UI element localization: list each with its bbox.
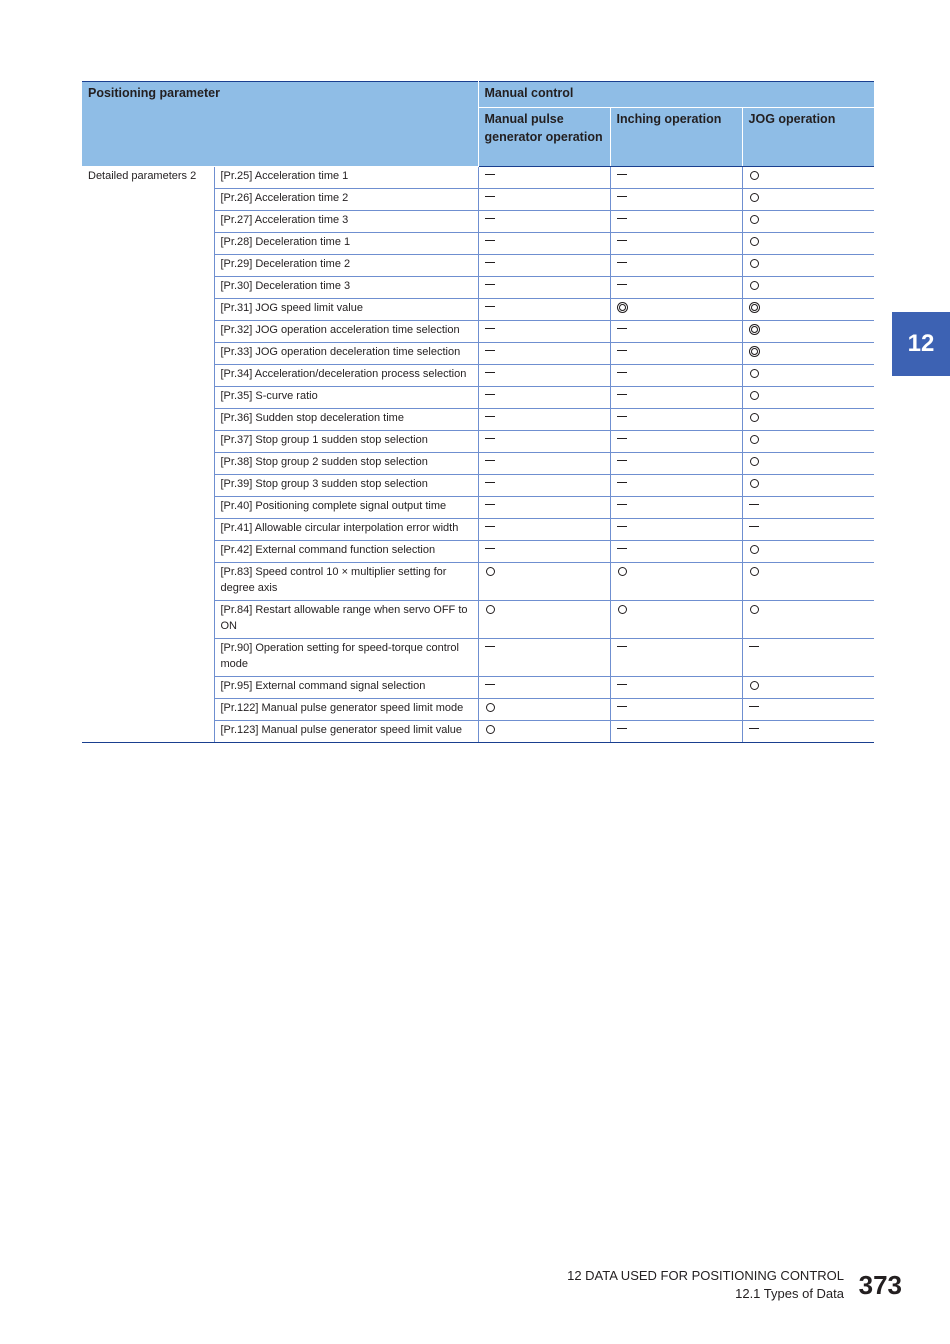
dash-mark [485, 388, 496, 404]
mark-cell [742, 519, 874, 541]
mark-cell [742, 601, 874, 639]
header-manual-control: Manual control [478, 82, 874, 108]
mark-cell [610, 321, 742, 343]
parameter-name: [Pr.37] Stop group 1 sudden stop selection [214, 431, 478, 453]
circle-mark [749, 410, 761, 426]
parameter-name: [Pr.36] Sudden stop deceleration time [214, 409, 478, 431]
dash-mark [617, 542, 628, 558]
dash-mark [617, 700, 628, 716]
parameter-name: [Pr.83] Speed control 10 × multiplier setting for degree axis [214, 563, 478, 601]
dash-mark [617, 256, 628, 272]
circle-mark [617, 564, 629, 580]
dash-mark [617, 432, 628, 448]
parameter-name: [Pr.38] Stop group 2 sudden stop selection [214, 453, 478, 475]
parameter-name: [Pr.28] Deceleration time 1 [214, 233, 478, 255]
dash-mark [617, 678, 628, 694]
mark-cell [610, 211, 742, 233]
mark-cell [610, 721, 742, 743]
circle-mark [485, 602, 497, 618]
parameter-name: [Pr.42] External command function selection [214, 541, 478, 563]
parameter-name: [Pr.30] Deceleration time 3 [214, 277, 478, 299]
dash-mark [485, 190, 496, 206]
parameter-name: [Pr.25] Acceleration time 1 [214, 167, 478, 189]
mark-cell [742, 409, 874, 431]
circle-mark [749, 678, 761, 694]
mark-cell [610, 277, 742, 299]
mark-cell [610, 677, 742, 699]
mark-cell [610, 453, 742, 475]
dash-mark [617, 190, 628, 206]
mark-cell [478, 387, 610, 409]
circle-mark [485, 564, 497, 580]
dash-mark [617, 168, 628, 184]
dash-mark [485, 300, 496, 316]
circle-mark [749, 366, 761, 382]
mark-cell [610, 541, 742, 563]
mark-cell [610, 365, 742, 387]
dash-mark [485, 278, 496, 294]
mark-cell [742, 387, 874, 409]
mark-cell [610, 299, 742, 321]
mark-cell [478, 211, 610, 233]
dash-mark [749, 520, 760, 536]
mark-cell [742, 343, 874, 365]
mark-cell [610, 387, 742, 409]
dash-mark [485, 476, 496, 492]
dash-mark [485, 212, 496, 228]
circle-mark [749, 212, 761, 228]
mark-cell [478, 519, 610, 541]
circle-mark [749, 388, 761, 404]
parameter-name: [Pr.34] Acceleration/deceleration process selection [214, 365, 478, 387]
mark-cell [742, 277, 874, 299]
mark-cell [610, 601, 742, 639]
circle-mark [749, 542, 761, 558]
parameter-table [82, 81, 874, 743]
dash-mark [617, 212, 628, 228]
dash-mark [485, 256, 496, 272]
dash-mark [617, 234, 628, 250]
circle-mark [749, 256, 761, 272]
header-positioning-parameter: Positioning parameter [82, 82, 478, 167]
circle-mark [749, 602, 761, 618]
mark-cell [742, 639, 874, 677]
mark-cell [610, 475, 742, 497]
mark-cell [478, 233, 610, 255]
mark-cell [742, 453, 874, 475]
circle-mark [749, 190, 761, 206]
footer-chapter-title: 12 DATA USED FOR POSITIONING CONTROL [567, 1268, 844, 1283]
parameter-name: [Pr.41] Allowable circular interpolation error width [214, 519, 478, 541]
parameter-name: [Pr.84] Restart allowable range when servo OFF to ON [214, 601, 478, 639]
mark-cell [742, 721, 874, 743]
dash-mark [749, 498, 760, 514]
mark-cell [478, 255, 610, 277]
mark-cell [742, 189, 874, 211]
dash-mark [617, 388, 628, 404]
mark-cell [610, 343, 742, 365]
mark-cell [478, 189, 610, 211]
mark-cell [742, 475, 874, 497]
dash-mark [485, 410, 496, 426]
dash-mark [485, 344, 496, 360]
mark-cell [478, 601, 610, 639]
mark-cell [478, 277, 610, 299]
parameter-name: [Pr.40] Positioning complete signal output time [214, 497, 478, 519]
parameter-name: [Pr.31] JOG speed limit value [214, 299, 478, 321]
dash-mark [749, 640, 760, 656]
circle-mark [485, 722, 497, 738]
mark-cell [478, 541, 610, 563]
mark-cell [610, 699, 742, 721]
dash-mark [485, 366, 496, 382]
mark-cell [478, 475, 610, 497]
parameter-name: [Pr.123] Manual pulse generator speed limit value [214, 721, 478, 743]
parameter-name: [Pr.35] S-curve ratio [214, 387, 478, 409]
dash-mark [485, 432, 496, 448]
mark-cell [478, 299, 610, 321]
group-label: Detailed parameters 2 [82, 167, 214, 743]
dash-mark [485, 454, 496, 470]
mark-cell [610, 519, 742, 541]
mark-cell [742, 431, 874, 453]
mark-cell [742, 255, 874, 277]
dash-mark [749, 722, 760, 738]
circle-mark [749, 564, 761, 580]
dash-mark [485, 234, 496, 250]
mark-cell [742, 321, 874, 343]
mark-cell [610, 255, 742, 277]
circle-mark [749, 454, 761, 470]
double-circle-mark [749, 344, 761, 360]
table-body [82, 167, 874, 743]
parameter-name: [Pr.26] Acceleration time 2 [214, 189, 478, 211]
parameter-name: [Pr.95] External command signal selection [214, 677, 478, 699]
page-number: 373 [858, 1270, 902, 1300]
mark-cell [478, 699, 610, 721]
mark-cell [610, 497, 742, 519]
mark-cell [478, 639, 610, 677]
mark-cell [478, 677, 610, 699]
double-circle-mark [749, 322, 761, 338]
dash-mark [485, 168, 496, 184]
parameter-name: [Pr.33] JOG operation deceleration time selection [214, 343, 478, 365]
mark-cell [610, 189, 742, 211]
dash-mark [617, 322, 628, 338]
mark-cell [478, 409, 610, 431]
mark-cell [742, 365, 874, 387]
mark-cell [742, 677, 874, 699]
footer-section-title: 12.1 Types of Data [735, 1286, 844, 1301]
dash-mark [617, 344, 628, 360]
circle-mark [749, 168, 761, 184]
dash-mark [617, 520, 628, 536]
double-circle-mark [617, 300, 629, 316]
dash-mark [617, 454, 628, 470]
mark-cell [742, 497, 874, 519]
parameter-name: [Pr.122] Manual pulse generator speed limit mode [214, 699, 478, 721]
mark-cell [742, 211, 874, 233]
dash-mark [485, 520, 496, 536]
mark-cell [610, 639, 742, 677]
header-inching-operation: Inching operation [610, 108, 742, 167]
mark-cell [742, 299, 874, 321]
mark-cell [742, 563, 874, 601]
mark-cell [478, 431, 610, 453]
dash-mark [617, 498, 628, 514]
dash-mark [485, 322, 496, 338]
circle-mark [485, 700, 497, 716]
mark-cell [742, 699, 874, 721]
dash-mark [485, 498, 496, 514]
mark-cell [742, 541, 874, 563]
page-footer [567, 1267, 844, 1303]
mark-cell [742, 233, 874, 255]
table-row [82, 167, 874, 189]
mark-cell [478, 563, 610, 601]
mark-cell [610, 431, 742, 453]
parameter-name: [Pr.32] JOG operation acceleration time selection [214, 321, 478, 343]
mark-cell [478, 497, 610, 519]
circle-mark [749, 432, 761, 448]
mark-cell [610, 167, 742, 189]
dash-mark [617, 278, 628, 294]
dash-mark [617, 640, 628, 656]
circle-mark [749, 234, 761, 250]
mark-cell [478, 365, 610, 387]
mark-cell [478, 167, 610, 189]
header-manual-pulse-generator: Manual pulse generator operation [478, 108, 610, 167]
dash-mark [485, 640, 496, 656]
dash-mark [485, 542, 496, 558]
mark-cell [478, 343, 610, 365]
chapter-tab: 12 [892, 312, 950, 376]
mark-cell [478, 321, 610, 343]
dash-mark [749, 700, 760, 716]
mark-cell [610, 409, 742, 431]
mark-cell [478, 453, 610, 475]
double-circle-mark [749, 300, 761, 316]
circle-mark [749, 476, 761, 492]
mark-cell [610, 563, 742, 601]
header-jog-operation: JOG operation [742, 108, 874, 167]
mark-cell [610, 233, 742, 255]
mark-cell [478, 721, 610, 743]
circle-mark [749, 278, 761, 294]
parameter-name: [Pr.39] Stop group 3 sudden stop selection [214, 475, 478, 497]
dash-mark [485, 678, 496, 694]
circle-mark [617, 602, 629, 618]
dash-mark [617, 410, 628, 426]
dash-mark [617, 476, 628, 492]
parameter-name: [Pr.27] Acceleration time 3 [214, 211, 478, 233]
mark-cell [742, 167, 874, 189]
parameter-name: [Pr.29] Deceleration time 2 [214, 255, 478, 277]
dash-mark [617, 722, 628, 738]
dash-mark [617, 366, 628, 382]
parameter-name: [Pr.90] Operation setting for speed-torque control mode [214, 639, 478, 677]
